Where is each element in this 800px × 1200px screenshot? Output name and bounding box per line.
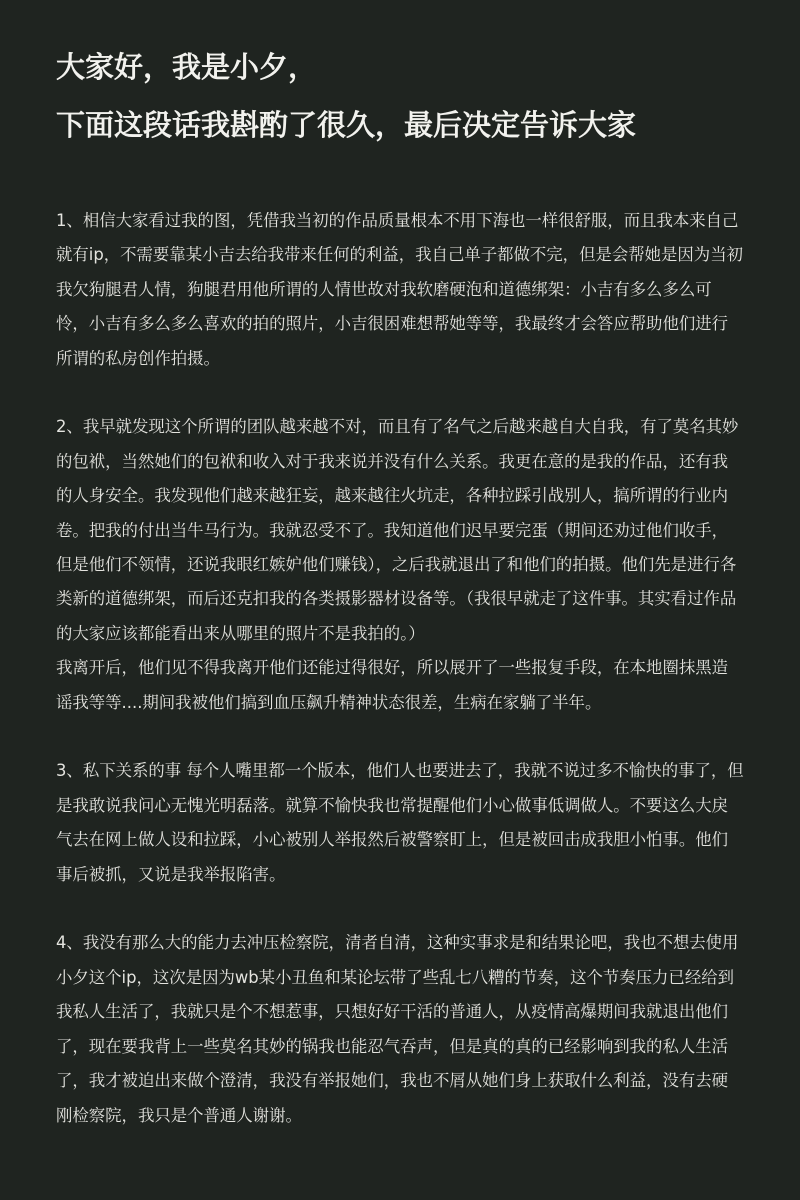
paragraph-point-4: 4、我没有那么大的能力去冲压检察院，清者自清，这种实事求是和结果论吧，我也不想去使用小夕这个ip，这次是因为wb某小丑鱼和某论坛带了些乱七八糟的节奏，这个节奏压力已经给到我私人生活了，我就只是个不想惹事，只想好好干活的普通人，从疫情高爆期间我就退出他们了，现在要我背上一些莫名其妙的锅我也能忍气吞声，但是真的真的已经影响到我的私人生活了，我才被迫出来做个澄清，我没有举报她们，我也不屑从她们身上获取什么利益，没有去硬刚检察院，我只是个普通人谢谢。 (56, 933, 739, 1125)
statement-body (56, 204, 744, 1133)
paragraph-after-leaving: 我离开后，他们见不得我离开他们还能过得很好，所以展开了一些报复手段，在本地圈抹黑造谣我等等....期间我被他们搞到血压飙升精神状态很差，生病在家躺了半年。 (56, 658, 729, 712)
header (56, 38, 744, 154)
paragraph-point-2: 2、我早就发现这个所谓的团队越来越不对，而且有了名气之后越来越自大自我，有了莫名其妙的包袱，当然她们的包袱和收入对于我来说并没有什么关系。我更在意的是我的作品，还有我的人身安全。我发现他们越来越狂妄，越来越往火坑走，各种拉踩引战别人，搞所谓的行业内卷。把我的付出当牛马行为。我就忍受不了。我知道他们迟早要完蛋（期间还劝过他们收手，但是他们不领情，还说我眼红嫉妒他们赚钱），之后我就退出了和他们的拍摄。他们先是进行各类新的道德绑架，而后还克扣我的各类摄影器材设备等。（我很早就走了这件事。其实看过作品的大家应该都能看出来从哪里的照片不是我拍的。） (56, 417, 739, 643)
paragraph-point-3: 3、私下关系的事 每个人嘴里都一个版本，他们人也要进去了，我就不说过多不愉快的事了，但是我敢说我问心无愧光明磊落。就算不愉快我也常提醒他们小心做事低调做人。不要这么大戾气去在网上做人设和拉踩，小心被别人举报然后被警察盯上，但是被回击成我胆小怕事。他们事后被抓，又说是我举报陷害。 (56, 761, 744, 884)
paragraph-point-1: 1、相信大家看过我的图，凭借我当初的作品质量根本不用下海也一样很舒服，而且我本来自己就有ip，不需要靠某小吉去给我带来任何的利益，我自己单子都做不完，但是会帮她是因为当初我欠狗腿君人情，狗腿君用他所谓的人情世故对我软磨硬泡和道德绑架：小吉有多么多么可怜，小吉有多么多么喜欢的拍的照片，小吉很困难想帮她等等，我最终才会答应帮助他们进行所谓的私房创作拍摄。 (56, 211, 743, 368)
greeting-title: 大家好，我是小夕， (56, 50, 318, 84)
intro-title: 下面这段话我斟酌了很久，最后决定告诉大家 (56, 108, 637, 142)
